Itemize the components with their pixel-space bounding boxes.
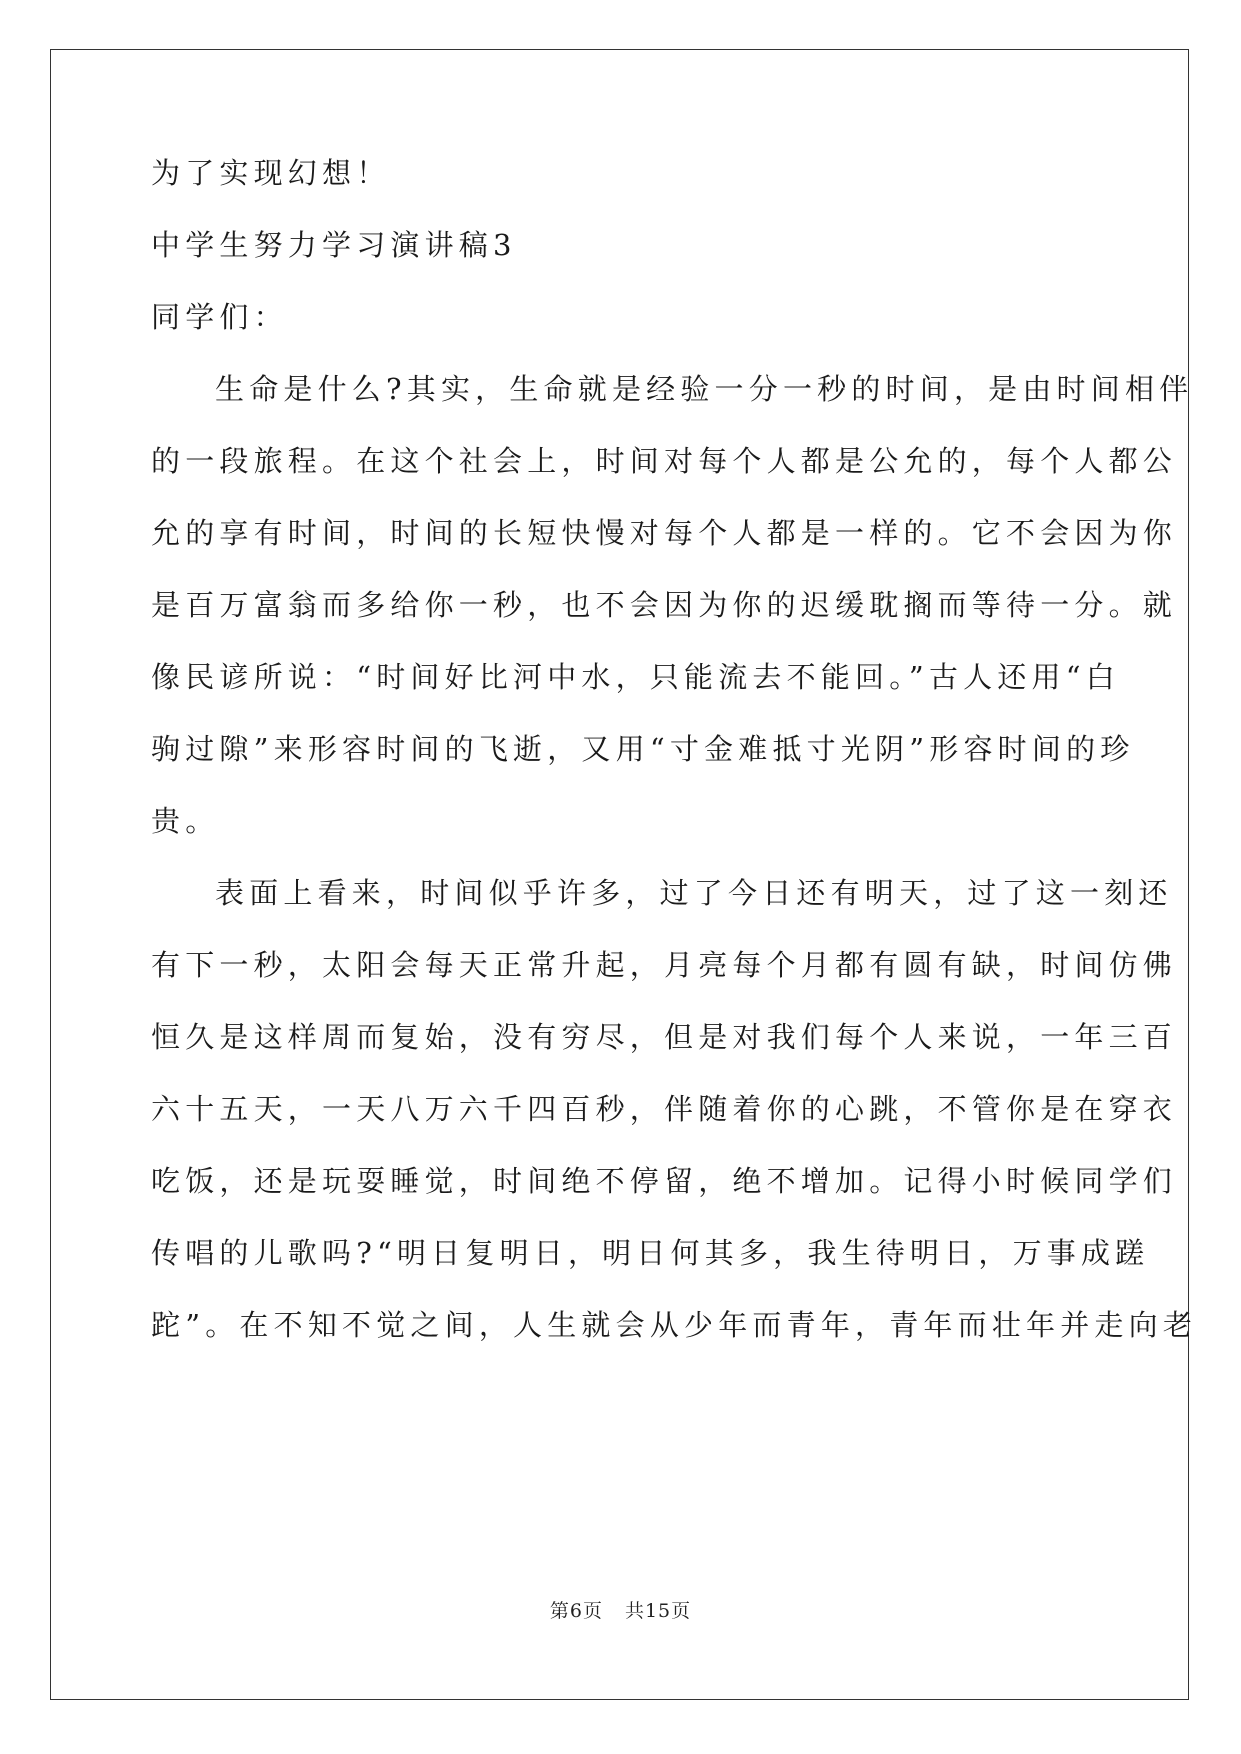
text-line: 为了实现幻想！ bbox=[151, 156, 391, 190]
paragraph-line: 表面上看来，时间似乎许多，过了今日还有明天，过了这一刻还 bbox=[215, 876, 1173, 910]
paragraph-line: 恒久是这样周而复始，没有穷尽，但是对我们每个人来说，一年三百 bbox=[151, 1020, 1178, 1054]
page-footer bbox=[0, 1599, 1241, 1623]
page-number-total: 共15页 bbox=[624, 1600, 692, 1622]
paragraph-line: 传唱的儿歌吗?“明日复明日，明日何其多，我生待明日，万事成蹉 bbox=[151, 1236, 1150, 1270]
paragraph-line: 的一段旅程。在这个社会上，时间对每个人都是公允的，每个人都公 bbox=[151, 444, 1178, 478]
paragraph-line: 有下一秒，太阳会每天正常升起，月亮每个月都有圆有缺，时间仿佛 bbox=[151, 948, 1178, 982]
paragraph-line: 允的享有时间，时间的长短快慢对每个人都是一样的。它不会因为你 bbox=[151, 516, 1178, 550]
paragraph-line: 生命是什么?其实，生命就是经验一分一秒的时间，是由时间相伴 bbox=[215, 372, 1194, 406]
paragraph-line: 贵。 bbox=[151, 804, 220, 838]
paragraph-line: 跎”。在不知不觉之间，人生就会从少年而青年，青年而壮年并走向老 bbox=[151, 1308, 1198, 1342]
paragraph-line: 六十五天，一天八万六千四百秒，伴随着你的心跳，不管你是在穿衣 bbox=[151, 1092, 1178, 1126]
salutation: 同学们： bbox=[151, 300, 288, 334]
section-heading: 中学生努力学习演讲稿3 bbox=[151, 228, 517, 262]
paragraph-line: 吃饭，还是玩耍睡觉，时间绝不停留，绝不增加。记得小时候同学们 bbox=[151, 1164, 1178, 1198]
page-number-current: 第6页 bbox=[549, 1600, 603, 1622]
paragraph-line: 像民谚所说：“时间好比河中水，只能流去不能回。”古人还用“白 bbox=[151, 660, 1120, 694]
paragraph-line: 是百万富翁而多给你一秒，也不会因为你的迟缓耽搁而等待一分。就 bbox=[151, 588, 1178, 622]
paragraph-line: 驹过隙”来形容时间的飞逝，又用“寸金难抵寸光阴”形容时间的珍 bbox=[151, 732, 1135, 766]
